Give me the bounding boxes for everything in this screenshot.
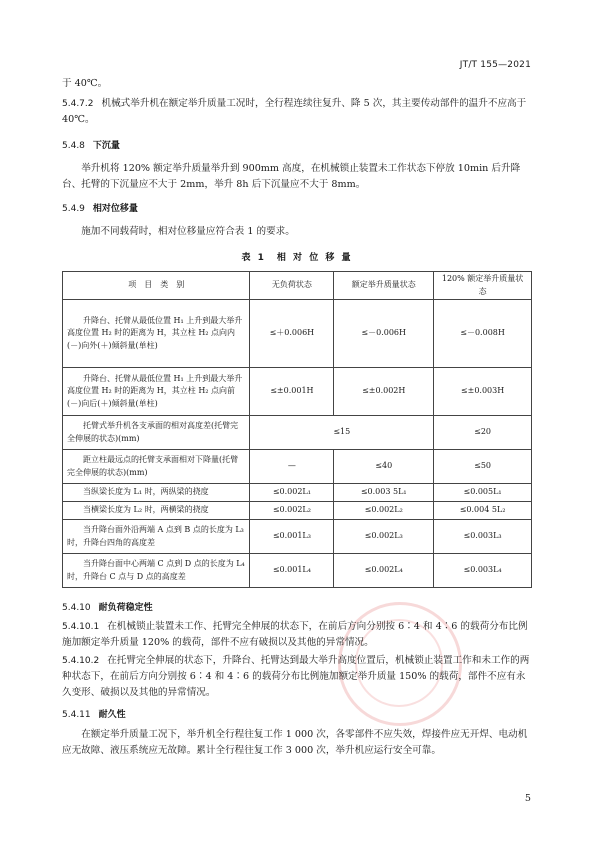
cell-value: ≤0.003 5L₁: [334, 484, 434, 502]
header-cell: 120% 额定举升质量状态: [434, 272, 532, 300]
section-number: 5.4.11: [62, 710, 91, 720]
clause-5-4-7-2: [62, 96, 532, 128]
section-title: 下沉量: [92, 141, 120, 151]
header-cell: 额定举升质量状态: [334, 272, 434, 300]
table-row: [63, 300, 532, 368]
cell-value: ≤±0.002H: [334, 368, 434, 416]
table-header-row: [63, 272, 532, 300]
cell-value: ≤－0.006H: [334, 300, 434, 368]
cell-value: ≤0.002L₃: [334, 520, 434, 554]
section-title: 耐久性: [98, 710, 126, 720]
clause-text: 在机械锁止装置未工作、托臂完全伸展的状态下，在前后方向分别按 6∶4 和 4∶6 的载荷分布比例施加额定举升质量 120% 的载荷，部件不应有破损以及其他的异常情况。: [62, 621, 528, 648]
cell-value: ≤15: [250, 416, 434, 450]
section-5-4-8-text: 举升机将 120% 额定举升质量举升到 900mm 高度，在机械锁止装置未工作状态下停放 10min 后升降台、托臂的下沉量应不大于 2mm，举升 8h 后下沉量应不大于 8mm。: [62, 163, 521, 190]
row-label: 当升降台面中心两端 C 点到 D 点的长度为 L₄ 时，升降台 C 点与 D 点的高度差: [63, 554, 250, 588]
section-5-4-9-heading: [62, 201, 138, 217]
table-caption: 表 1 相 对 位 移 量: [241, 253, 353, 263]
section-5-4-8-heading: [62, 138, 120, 154]
table-row: [63, 554, 532, 588]
clause-number: 5.4.7.2: [62, 99, 94, 109]
cell-value: ≤0.002L₁: [250, 484, 334, 502]
table-row: [63, 450, 532, 484]
section-5-4-9-text: 施加不同载荷时，相对位移量应符合表 1 的要求。: [81, 226, 295, 237]
standard-code: JT/T 155—2021: [459, 60, 531, 70]
row-label: 当升降台面外沿两端 A 点到 B 点的长度为 L₃ 时，升降台四角的高度差: [63, 520, 250, 554]
page-number: 5: [524, 793, 531, 804]
header-cell: 项 目 类 别: [63, 272, 250, 300]
cell-value: ≤±0.003H: [434, 368, 532, 416]
table-row: [63, 502, 532, 520]
cell-value: ≤0.002L₄: [334, 554, 434, 588]
row-label: 当横梁长度为 L₂ 时，两横梁的挠度: [63, 502, 250, 520]
table-row: [63, 484, 532, 502]
cell-value: —: [250, 450, 334, 484]
section-number: 5.4.9: [62, 204, 85, 214]
table-row: [63, 520, 532, 554]
table-row: [63, 416, 532, 450]
cell-value: ≤0.001L₄: [250, 554, 334, 588]
cell-value: ≤0.002L₂: [250, 502, 334, 520]
header-cell: 无负荷状态: [250, 272, 334, 300]
row-label: 距立柱最远点的托臂支承面相对下降量(托臂完全伸展的状态)(mm): [63, 450, 250, 484]
cell-value: ≤40: [334, 450, 434, 484]
paragraph-continuation: 于 40℃。: [62, 78, 108, 89]
clause-text: 在托臂完全伸展的状态下，升降台、托臂达到最大举升高度位置后，机械锁止装置工作和未工作的两种状态下，在前后方向分别按 6∶4 和 4∶6 的载荷分布比例施加额定举升质量 150% 的载荷，部件不应有永久变形、破损以及其他的异常情况。: [62, 655, 530, 698]
cell-value: ≤0.003L₃: [434, 520, 532, 554]
table-row: [63, 368, 532, 416]
section-5-4-10-heading: [62, 600, 153, 616]
cell-value: ≤－0.008H: [434, 300, 532, 368]
section-number: 5.4.10: [62, 603, 91, 613]
cell-value: ≤0.003L₄: [434, 554, 532, 588]
section-5-4-11-text: 在额定举升质量工况下，举升机全行程往复工作 1 000 次，各零部件不应失效，焊接件应无开焊、电动机应无故障、液压系统应无故障。累计全行程往复工作 3 000 次，举升机应运行安全可靠。: [62, 729, 528, 756]
section-title: 相对位移量: [92, 204, 138, 214]
cell-value: ≤＋0.006H: [250, 300, 334, 368]
clause-5-4-10-1: [62, 619, 532, 651]
cell-value: ≤50: [434, 450, 532, 484]
cell-value: ≤0.002L₂: [334, 502, 434, 520]
cell-value: ≤0.005L₁: [434, 484, 532, 502]
row-label: 托臂式举升机各支承面的相对高度差(托臂完全伸展的状态)(mm): [63, 416, 250, 450]
clause-number: 5.4.10.2: [62, 656, 100, 666]
section-5-4-11-heading: [62, 707, 126, 723]
cell-value: ≤20: [434, 416, 532, 450]
clause-5-4-10-2: [62, 653, 532, 701]
cell-value: ≤±0.001H: [250, 368, 334, 416]
row-label: 当纵梁长度为 L₁ 时，两纵梁的挠度: [63, 484, 250, 502]
cell-value: ≤0.004 5L₂: [434, 502, 532, 520]
clause-number: 5.4.10.1: [62, 622, 100, 632]
clause-text: 机械式举升机在额定举升质量工况时，全行程连续往复升、降 5 次，其主要传动部件的温升不应高于 40℃。: [62, 98, 527, 125]
relative-displacement-table: [62, 271, 532, 588]
cell-value: ≤0.001L₃: [250, 520, 334, 554]
row-label: 升降台、托臂从最低位置 H₁ 上升到最大举升高度位置 H₂ 时的距离为 H，其立柱 H₂ 点向前(－)向后(＋)倾斜量(单柱): [63, 368, 250, 416]
row-label: 升降台、托臂从最低位置 H₁ 上升到最大举升高度位置 H₂ 时的距离为 H，其立柱 H₂ 点向内(－)向外(＋)倾斜量(单柱): [63, 300, 250, 368]
section-number: 5.4.8: [62, 141, 85, 151]
section-title: 耐负荷稳定性: [98, 603, 153, 613]
